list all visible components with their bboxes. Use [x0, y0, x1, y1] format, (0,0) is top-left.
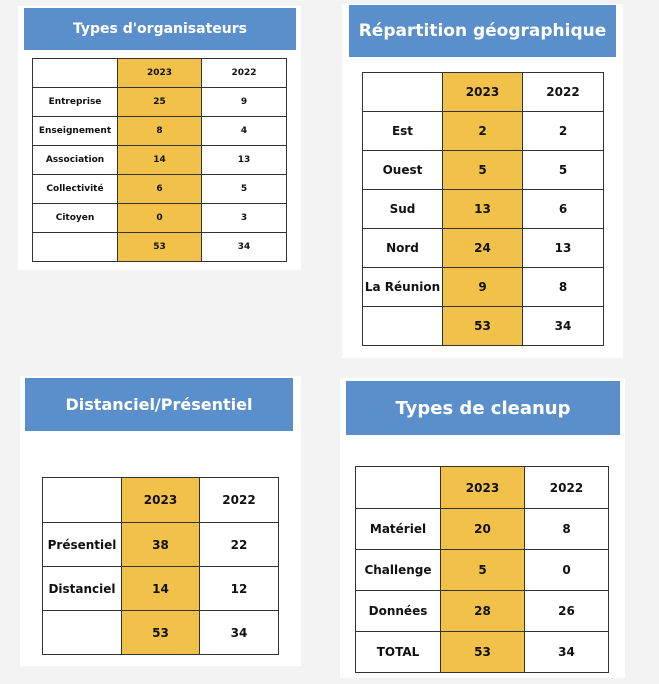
value-2022: 13 [202, 146, 287, 175]
value-2023: 14 [122, 567, 200, 611]
table-distanciel [42, 477, 279, 655]
value-2022: 22 [200, 523, 279, 567]
value-2023: 25 [118, 88, 202, 117]
row-label: Données [356, 591, 441, 632]
row-label: Association [33, 146, 118, 175]
row-label: Sud [363, 190, 443, 229]
value-2022: 26 [525, 591, 609, 632]
row-label: Collectivité [33, 175, 118, 204]
value-2023: 20 [441, 509, 525, 550]
value-2023: 13 [443, 190, 523, 229]
row-label-total: TOTAL [356, 632, 441, 673]
total-2022: 34 [523, 307, 604, 346]
row-label: Enseignement [33, 117, 118, 146]
value-2022: 3 [202, 204, 287, 233]
title-geographique: Répartition géographique [349, 5, 616, 57]
total-2023: 53 [122, 611, 200, 655]
col-header-2022: 2022 [202, 59, 287, 88]
value-2022: 2 [523, 112, 604, 151]
value-2023: 5 [441, 550, 525, 591]
title-distanciel: Distanciel/Présentiel [25, 378, 293, 431]
value-2023: 14 [118, 146, 202, 175]
col-header-2023: 2023 [441, 467, 525, 509]
header-empty-cell [356, 467, 441, 509]
header-empty-cell [33, 59, 118, 88]
value-2023: 28 [441, 591, 525, 632]
value-2023: 0 [118, 204, 202, 233]
value-2023: 5 [443, 151, 523, 190]
value-2022: 12 [200, 567, 279, 611]
row-label: Ouest [363, 151, 443, 190]
value-2023: 24 [443, 229, 523, 268]
row-label: Présentiel [43, 523, 122, 567]
row-label [363, 307, 443, 346]
row-label: Nord [363, 229, 443, 268]
value-2023: 9 [443, 268, 523, 307]
value-2022: 8 [525, 509, 609, 550]
value-2023: 6 [118, 175, 202, 204]
total-2022: 34 [202, 233, 287, 262]
table-geographique [362, 72, 604, 346]
row-label: Distanciel [43, 567, 122, 611]
total-2022: 34 [525, 632, 609, 673]
value-2022: 5 [523, 151, 604, 190]
title-organisateurs: Types d'organisateurs [24, 8, 296, 50]
total-2023: 53 [441, 632, 525, 673]
table-cleanup [355, 466, 609, 673]
value-2022: 5 [202, 175, 287, 204]
row-label [33, 233, 118, 262]
value-2023: 38 [122, 523, 200, 567]
header-empty-cell [363, 73, 443, 112]
value-2022: 0 [525, 550, 609, 591]
col-header-2023: 2023 [122, 478, 200, 523]
header-empty-cell [43, 478, 122, 523]
value-2022: 6 [523, 190, 604, 229]
row-label [43, 611, 122, 655]
value-2022: 4 [202, 117, 287, 146]
col-header-2022: 2022 [523, 73, 604, 112]
total-2023: 53 [443, 307, 523, 346]
total-2022: 34 [200, 611, 279, 655]
value-2022: 8 [523, 268, 604, 307]
col-header-2022: 2022 [525, 467, 609, 509]
total-2023: 53 [118, 233, 202, 262]
value-2023: 8 [118, 117, 202, 146]
row-label: Challenge [356, 550, 441, 591]
row-label: Matériel [356, 509, 441, 550]
col-header-2023: 2023 [443, 73, 523, 112]
row-label: Est [363, 112, 443, 151]
row-label: Citoyen [33, 204, 118, 233]
value-2023: 2 [443, 112, 523, 151]
title-cleanup: Types de cleanup [346, 381, 620, 435]
value-2022: 9 [202, 88, 287, 117]
col-header-2023: 2023 [118, 59, 202, 88]
row-label: La Réunion [363, 268, 443, 307]
col-header-2022: 2022 [200, 478, 279, 523]
table-organisateurs [32, 58, 287, 262]
row-label: Entreprise [33, 88, 118, 117]
value-2022: 13 [523, 229, 604, 268]
